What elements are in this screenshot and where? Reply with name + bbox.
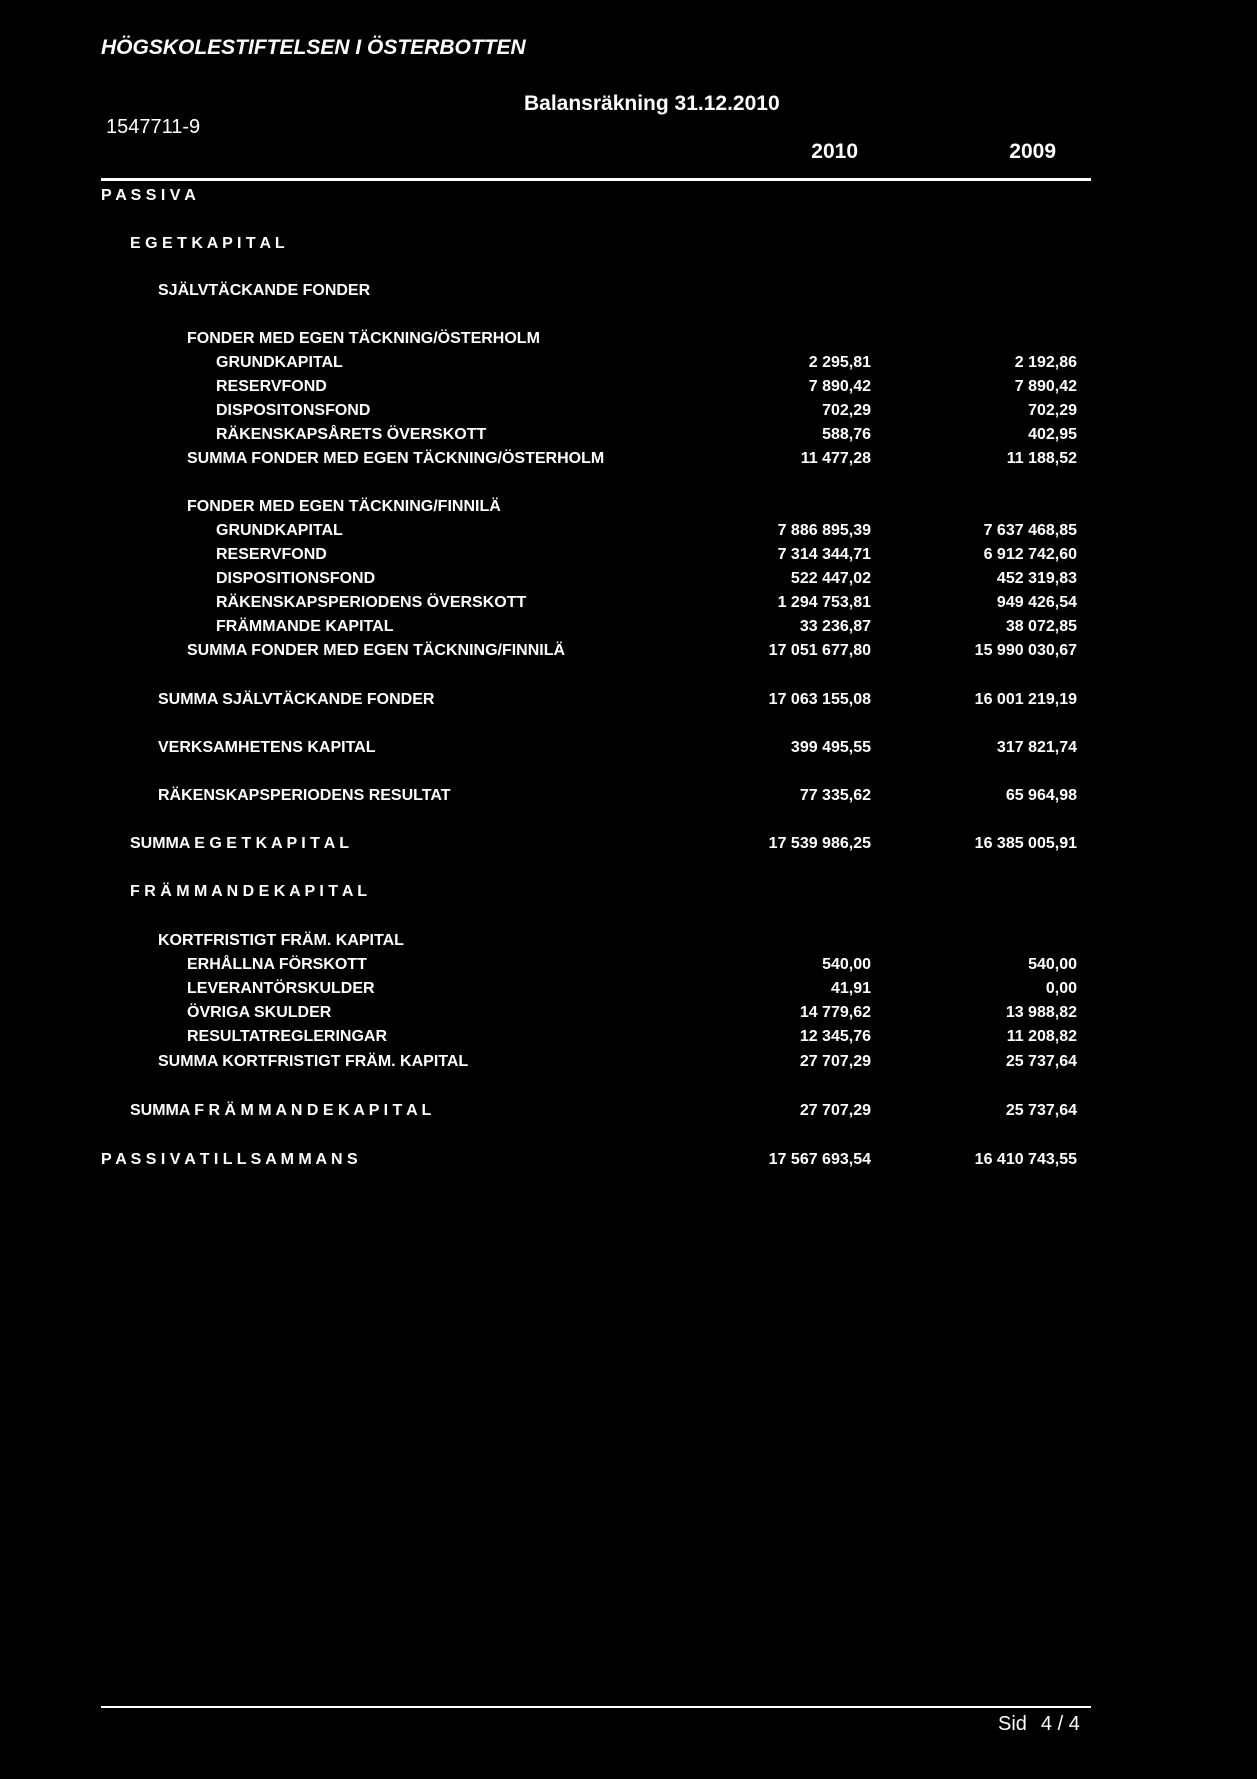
row-label: E G E T K A P I T A L	[130, 235, 285, 252]
value-2009: 38 072,85	[1005, 618, 1077, 635]
row-label: SUMMA KORTFRISTIGT FRÄM. KAPITAL	[158, 1053, 469, 1070]
value-2009: 16 001 219,19	[974, 691, 1077, 708]
row-label: SUMMA E G E T K A P I T A L	[130, 835, 349, 852]
value-2010: 33 236,87	[799, 618, 871, 635]
value-2010: 1 294 753,81	[777, 594, 871, 611]
table-row	[0, 402, 1257, 424]
value-2010: 2 295,81	[808, 354, 871, 371]
value-2010: 399 495,55	[790, 739, 871, 756]
value-2010: 41,91	[830, 980, 871, 997]
value-2010: 17 063 155,08	[768, 691, 871, 708]
subtotal-row	[0, 691, 1257, 713]
subtotal-row	[0, 450, 1257, 472]
value-2009: 6 912 742,60	[983, 546, 1077, 563]
table-row	[0, 1028, 1257, 1050]
value-2009: 7 890,42	[1014, 378, 1077, 395]
value-2010: 7 886 895,39	[777, 522, 871, 539]
section-passiva	[0, 187, 1257, 209]
table-row	[0, 980, 1257, 1002]
value-2010: 77 335,62	[799, 787, 871, 804]
table-row	[0, 522, 1257, 544]
value-2010: 11 477,28	[800, 450, 871, 467]
subsection-kortfristigt	[0, 932, 1257, 954]
value-2009: 7 637 468,85	[983, 522, 1077, 539]
group-osterholm	[0, 330, 1257, 352]
value-2010: 17 567 693,54	[768, 1151, 871, 1168]
value-2009: 13 988,82	[1005, 1004, 1077, 1021]
row-label: SUMMA SJÄLVTÄCKANDE FONDER	[158, 691, 435, 708]
value-2009: 702,29	[1028, 402, 1077, 419]
total-row	[0, 835, 1257, 857]
subtotal-row	[0, 642, 1257, 664]
page-indicator	[998, 1713, 1080, 1736]
section-frammande-kapital	[0, 883, 1257, 905]
section-eget-kapital	[0, 235, 1257, 257]
table-row	[0, 739, 1257, 761]
page-number: 4 / 4	[1040, 1713, 1080, 1735]
value-2010: 7 314 344,71	[777, 546, 871, 563]
row-label: ERHÅLLNA FÖRSKOTT	[187, 956, 367, 973]
table-row	[0, 787, 1257, 809]
row-label: LEVERANTÖRSKULDER	[187, 980, 375, 997]
table-row	[0, 426, 1257, 448]
value-2009: 0,00	[1045, 980, 1077, 997]
value-2010: 540,00	[822, 956, 871, 973]
value-2010: 12 345,76	[799, 1028, 871, 1045]
value-2009: 402,95	[1028, 426, 1077, 443]
row-label: DISPOSITONSFOND	[216, 402, 371, 419]
document-title: Balansräkning 31.12.2010	[524, 92, 780, 115]
row-label: SJÄLVTÄCKANDE FONDER	[158, 282, 371, 299]
row-label: RÄKENSKAPSÅRETS ÖVERSKOTT	[216, 426, 487, 443]
row-label: RESERVFOND	[216, 378, 327, 395]
value-2010: 14 779,62	[799, 1004, 871, 1021]
value-2009: 2 192,86	[1014, 354, 1077, 371]
table-row	[0, 594, 1257, 616]
value-2010: 522 447,02	[790, 570, 871, 587]
row-label: FONDER MED EGEN TÄCKNING/ÖSTERHOLM	[187, 330, 540, 347]
footer-divider	[101, 1706, 1091, 1708]
value-2009: 25 737,64	[1005, 1102, 1077, 1119]
row-label: DISPOSITIONSFOND	[216, 570, 376, 587]
value-2009: 11 188,52	[1006, 450, 1077, 467]
column-header-2010: 2010	[811, 140, 858, 163]
row-label: P A S S I V A	[101, 187, 196, 204]
value-2009: 317 821,74	[996, 739, 1077, 756]
row-label: RESERVFOND	[216, 546, 327, 563]
row-label: RESULTATREGLERINGAR	[187, 1028, 387, 1045]
value-2009: 452 319,83	[996, 570, 1077, 587]
row-label: SUMMA FONDER MED EGEN TÄCKNING/FINNILÄ	[187, 642, 566, 659]
group-finnila	[0, 498, 1257, 520]
total-row	[0, 1102, 1257, 1124]
value-2010: 27 707,29	[799, 1053, 871, 1070]
row-label: KORTFRISTIGT FRÄM. KAPITAL	[158, 932, 404, 949]
row-label: GRUNDKAPITAL	[216, 522, 343, 539]
table-row	[0, 570, 1257, 592]
value-2009: 949 426,54	[996, 594, 1077, 611]
value-2009: 65 964,98	[1005, 787, 1077, 804]
table-row	[0, 546, 1257, 568]
row-label: P A S S I V A T I L L S A M M A N S	[101, 1151, 358, 1168]
row-label: ÖVRIGA SKULDER	[187, 1004, 332, 1021]
table-row	[0, 956, 1257, 978]
value-2010: 702,29	[822, 402, 871, 419]
value-2010: 17 539 986,25	[768, 835, 871, 852]
column-header-2009: 2009	[1009, 140, 1056, 163]
value-2010: 17 051 677,80	[768, 642, 871, 659]
row-label: FRÄMMANDE KAPITAL	[216, 618, 394, 635]
value-2009: 16 410 743,55	[974, 1151, 1077, 1168]
value-2010: 27 707,29	[799, 1102, 871, 1119]
row-label: F R Ä M M A N D E K A P I T A L	[130, 883, 368, 900]
table-row	[0, 618, 1257, 640]
header-divider	[101, 178, 1091, 181]
value-2009: 15 990 030,67	[974, 642, 1077, 659]
row-label: SUMMA FONDER MED EGEN TÄCKNING/ÖSTERHOLM	[187, 450, 605, 467]
table-row	[0, 378, 1257, 400]
value-2009: 11 208,82	[1006, 1028, 1077, 1045]
row-label: GRUNDKAPITAL	[216, 354, 343, 371]
value-2009: 540,00	[1028, 956, 1077, 973]
value-2009: 16 385 005,91	[974, 835, 1077, 852]
subtotal-row	[0, 1053, 1257, 1075]
row-label: RÄKENSKAPSPERIODENS RESULTAT	[158, 787, 451, 804]
value-2010: 7 890,42	[808, 378, 871, 395]
table-row	[0, 1004, 1257, 1026]
row-label: VERKSAMHETENS KAPITAL	[158, 739, 376, 756]
organization-id: 1547711-9	[106, 116, 201, 138]
row-label: SUMMA F R Ä M M A N D E K A P I T A L	[130, 1102, 432, 1119]
row-label: FONDER MED EGEN TÄCKNING/FINNILÄ	[187, 498, 501, 515]
value-2009: 25 737,64	[1005, 1053, 1077, 1070]
table-row	[0, 354, 1257, 376]
organization-name: HÖGSKOLESTIFTELSEN I ÖSTERBOTTEN	[101, 36, 526, 59]
value-2010: 588,76	[822, 426, 871, 443]
page-label: Sid	[998, 1713, 1027, 1735]
row-label: RÄKENSKAPSPERIODENS ÖVERSKOTT	[216, 594, 527, 611]
grand-total-row	[0, 1151, 1257, 1173]
subsection-sjalvtackande-fonder	[0, 282, 1257, 304]
